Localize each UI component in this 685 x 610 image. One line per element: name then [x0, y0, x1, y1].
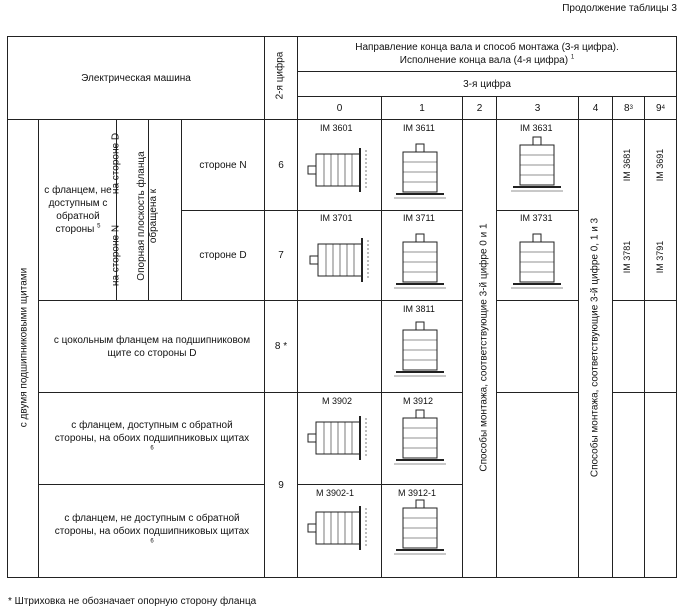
row-side-d: на стороне D	[110, 132, 122, 195]
col-header-9: 9 4	[656, 102, 665, 114]
row-reference-plane: Опорная плоскость фланца обращена к	[136, 151, 159, 281]
code-3902: M 3902	[322, 396, 353, 406]
code-3701: IM 3701	[320, 213, 353, 223]
digit2-6: 6	[278, 159, 284, 171]
code-3691: IM 3691	[655, 148, 665, 182]
header-direction-line2: Исполнение конца вала (4-я цифра)	[399, 55, 569, 66]
col-header-0: 0	[336, 102, 343, 114]
code-3811: IM 3811	[403, 304, 435, 314]
row-flange-not-accessible: с фланцем, не доступным с обратной стороны $^5$	[44, 185, 112, 235]
machine-drawing-3631	[511, 137, 563, 191]
col-header-1: 1	[419, 102, 425, 114]
code-3611: IM 3611	[403, 123, 435, 133]
code-3731: IM 3731	[520, 213, 553, 223]
digit2-7: 7	[278, 250, 284, 261]
table-caption: Продолжение таблицы 3	[562, 3, 677, 14]
code-3791: IM 3791	[655, 240, 665, 274]
row-two-shields: с двумя подшипниковыми щитами	[18, 267, 30, 428]
col-header-2: 2	[476, 102, 483, 114]
machine-drawing-3711	[394, 234, 446, 288]
row-side-n: на стороне N	[110, 224, 122, 287]
footnote: * Штриховка не обозначает опорную сторону фланца	[8, 596, 257, 607]
col-header-3: 3	[534, 102, 541, 114]
code-3631: IM 3631	[520, 123, 553, 133]
row-to-side-n: стороне N	[199, 159, 247, 171]
row-to-side-d: стороне D	[199, 250, 247, 261]
header-machine: Электрическая машина	[81, 72, 191, 84]
machine-drawing-3611	[394, 144, 446, 198]
row-socle-flange: с цокольным фланцем на подшипниковом щите со стороны D	[53, 334, 251, 359]
col-header-4: 4	[592, 102, 599, 114]
code-3711: IM 3711	[403, 213, 435, 223]
row-flange-accessible-both: с фланцем, доступным с обратной стороны, на обоих подшипниковых щитах $^6$	[54, 420, 250, 452]
digit2-8: 8 *	[274, 341, 288, 352]
row-flange-not-accessible-both: с фланцем, не доступным с обратной стороны, на обоих подшипниковых щитах $^6$	[54, 512, 250, 545]
col2-vertical-text: Способы монтажа, соответствующие 3-й цифре 0 и 1	[478, 223, 490, 472]
digit2-9: 9	[278, 479, 284, 491]
code-3912-1: M 3912-1	[398, 488, 437, 498]
machine-drawing-3811	[394, 322, 446, 376]
machine-drawing-3601	[308, 148, 366, 192]
code-3781: IM 3781	[622, 240, 632, 274]
machine-drawing-3912-1	[394, 500, 446, 554]
header-direction-sup: 1	[570, 54, 575, 61]
col4-vertical-text: Способы монтажа, соответствующие 3-й цифре 0, 1 и 3	[589, 217, 601, 478]
code-3902-1: M 3902-1	[316, 488, 355, 498]
code-3912: M 3912	[403, 396, 434, 406]
machine-drawing-3731	[511, 234, 563, 288]
header-direction-line1: Направление конца вала и способ монтажа (3-я цифра).	[355, 42, 619, 53]
code-3601: IM 3601	[320, 123, 353, 133]
header-digit2: 2-я цифра	[274, 51, 286, 100]
machine-drawing-3912	[394, 410, 446, 464]
machine-drawing-3902	[308, 416, 366, 460]
machine-drawing-3902-1	[308, 506, 366, 550]
code-3681: IM 3681	[622, 148, 632, 182]
header-direction	[298, 38, 676, 70]
header-digit3: 3-я цифра	[463, 78, 511, 90]
col-header-8: 8 3	[624, 102, 633, 114]
machine-drawing-3701	[310, 238, 368, 282]
